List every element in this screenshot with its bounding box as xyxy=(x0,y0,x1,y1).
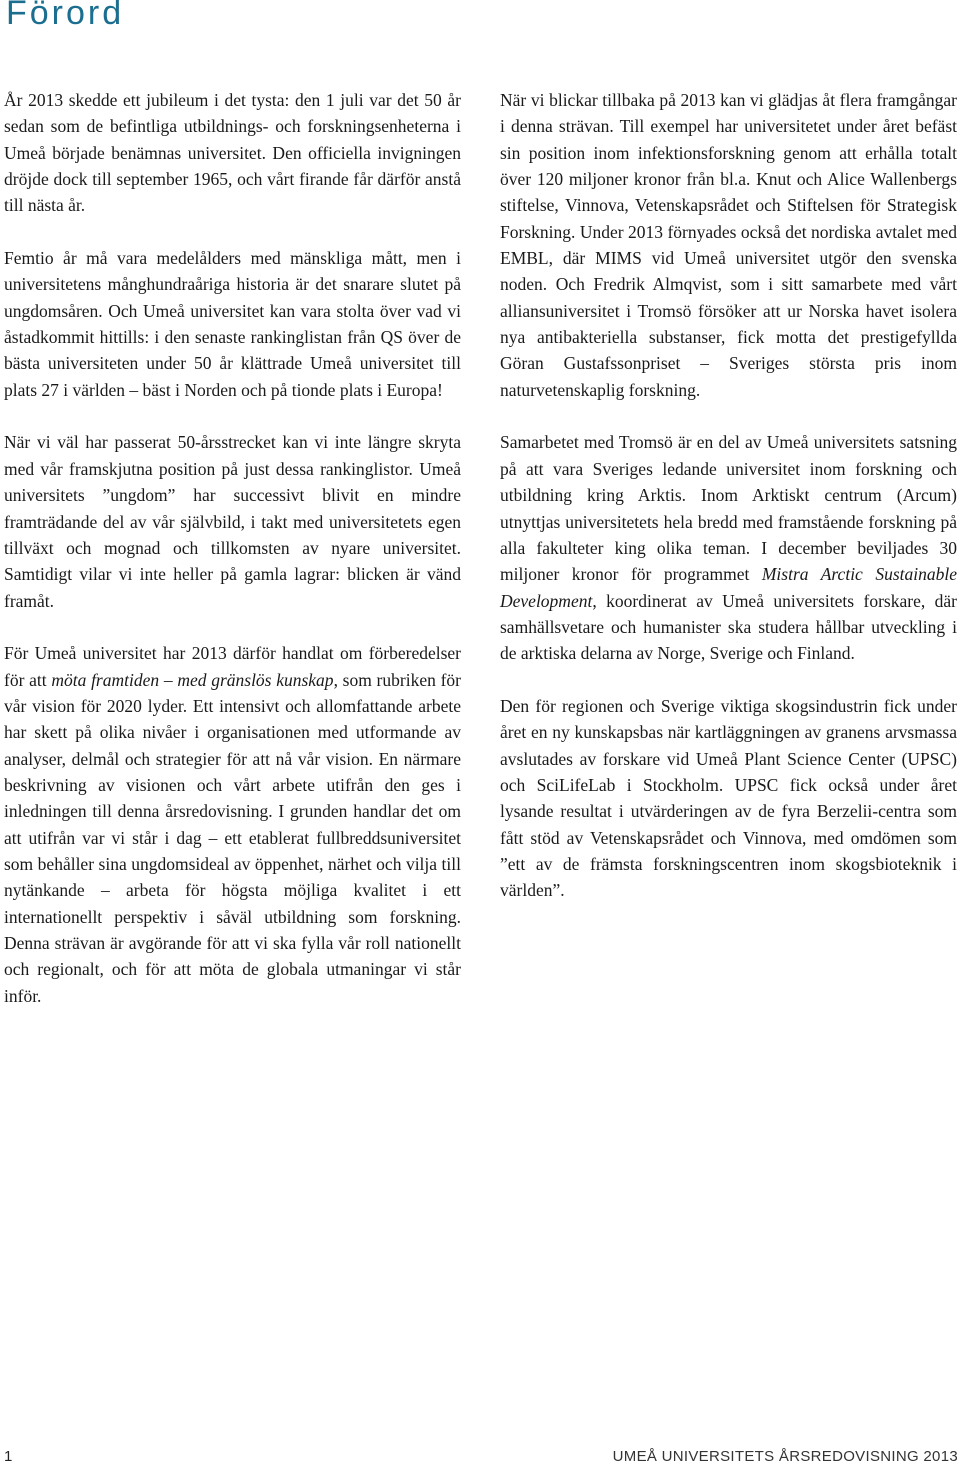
arctic-program-name: Mistra Arctic Sustainable Development xyxy=(500,564,957,611)
arctic-text-after: , koordinerat av Umeå universitets forskare, där samhällsvetare och humanister ska studera hållbar utveckling i de arktiska delarna av Norge, Sverige och Finland. xyxy=(500,590,957,664)
page-title: Förord xyxy=(6,0,125,32)
vision-slogan: möta framtiden – med gränslös kunskap xyxy=(51,669,334,690)
paragraph-youth: När vi väl har passerat 50-årsstrecket kan vi inte längre skryta med vår framskjutna position på just dessa rankinglistor. Umeå universitets ”ungdom” har successivt blivit en mindre framträdande del av vår självbild, i takt med universitetets egen tillväxt och mognad och tillkomsten av nyare universitet. Samtidigt vilar vi inte heller på gamla lagrar: blicken är vänd framåt. xyxy=(4,432,461,611)
paragraph-arctic xyxy=(500,429,957,666)
vision-text-after: , som rubriken för vår vision för 2020 lyder. Ett intensivt och allomfattande arbete har skett på olika nivåer i organisationen med utformande av analyser, delmål och strategier för att nå vår vision. En närmare beskrivning av visionen och vårt arbete utifrån den ges i inledningen till denna årsredovisning. I grunden handlar det om att utifrån var vi står i dag – ett etablerat fullbreddsuniversitet som behåller sina ungdomsideal av öppenhet, närhet och vilja till nytänkande – arbeta för högsta möjliga kvalitet i ett internationellt perspektiv i såväl utbildning som forskning. Denna strävan är avgörande för att vi ska fylla vår roll nationellt och regionalt, och för att möta de globala utmaningar vi står inför. xyxy=(4,669,461,1006)
right-column xyxy=(500,87,957,930)
page-number: 1 xyxy=(4,1448,13,1465)
vision-text-before: För Umeå universitet har 2013 därför handlat om förberedelser för att xyxy=(4,643,461,690)
paragraph-successes: När vi blickar tillbaka på 2013 kan vi glädjas åt flera framgångar i denna strävan. Till exempel har universitetet under året befäst sin position inom infektionsforskning genom att erhålla totalt över 120 miljoner kronor från bl.a. Knut och Alice Wallenbergs stiftelse, Vinnova, Vetenskapsrådet och Stiftelsen för Strategisk Forskning. Under 2013 förnyades också det nordiska avtalet med EMBL, där MIMS vid Umeå universitet utgör den svenska noden. Och Fredrik Almqvist, som i sitt samarbete med vårt alliansuniversitet i Tromsö försöker att ur Norska havet isolera nya antibakteriella substanser, fick motta det prestigefyllda Göran Gustafssonpriset – Sveriges största pris inom naturvetenskaplig forskning. xyxy=(500,90,957,400)
paragraph-forestry: Den för regionen och Sverige viktiga skogsindustrin fick under året en ny kunskapsbas när kartläggningen av granens arvsmassa avslutades av forskare vid Umeå Plant Science Center (UPSC) och SciLifeLab i Stockholm. UPSC fick också under året lysande resultat i utvärderingen av de fyra Berzelii-centra som fått stöd av Vetenskapsrådet och Vinnova, med omdömen som ”ett av de främsta forskningscentren inom skogsbioteknik i världen”. xyxy=(500,695,957,901)
paragraph-vision xyxy=(4,640,461,1009)
paragraph-ranking: Femtio år må vara medelålders med mänskliga mått, men i universitetens månghundraåriga historia är det snarare slutet på ungdomsåren. Och Umeå universitet kan vara stolta över vad vi åstadkommit hittills: i den senaste rankinglistan från QS över de bästa universiteten under 50 år klättrade Umeå universitet till plats 27 i världen – bäst i Norden och på tionde plats i Europa! xyxy=(4,248,461,400)
left-column xyxy=(4,87,461,1035)
report-title: UMEÅ UNIVERSITETS ÅRSREDOVISNING 2013 xyxy=(612,1448,958,1465)
arctic-text-before: Samarbetet med Tromsö är en del av Umeå universitets satsning på att vara Sveriges ledande universitet inom forskning och utbildning kring Arktis. Inom Arktiskt centrum (Arcum) utnyttjas universitetets hela bredd med framstående forskning på alla fakulteter king olika teman. I december beviljades 30 miljoner kronor för programmet xyxy=(500,432,957,585)
paragraph-jubilee: År 2013 skedde ett jubileum i det tysta: den 1 juli var det 50 år sedan som de befintliga utbildnings- och forskningsenheterna i Umeå började benämnas universitet. Den officiella invigningen dröjde dock till september 1965, och vårt firande får därför anstå till nästa år. xyxy=(4,90,461,216)
